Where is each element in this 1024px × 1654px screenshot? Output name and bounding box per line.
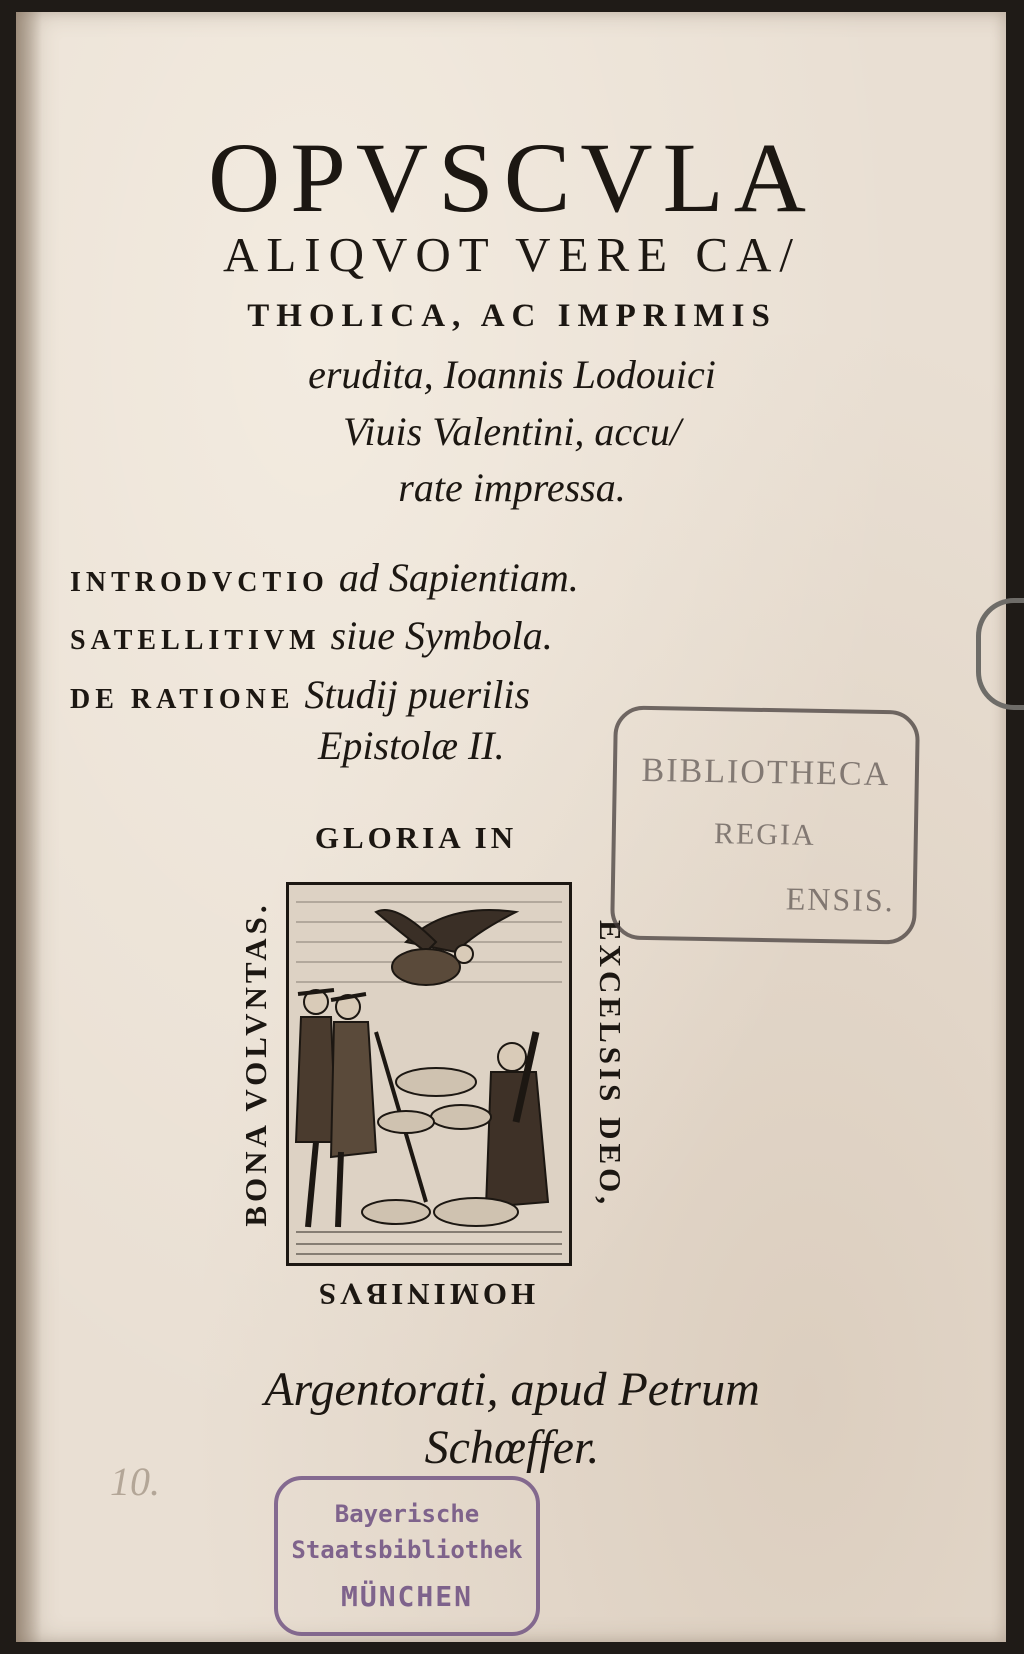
title-line-4: erudita, Ioannis Lodouici bbox=[308, 352, 716, 397]
imprint-line-1: Argentorati, apud Petrum bbox=[264, 1363, 760, 1416]
contents-caps: DE RATIONE bbox=[70, 684, 295, 715]
contents-text: Epistolæ II. bbox=[318, 723, 505, 768]
contents-caps: SATELLITIVM bbox=[70, 625, 321, 656]
motto-bottom: HOMINIBVS bbox=[314, 1277, 536, 1312]
library-stamp-munchen bbox=[274, 1476, 540, 1636]
title-line-2: ALIQVOT VERE CA/ bbox=[222, 227, 802, 282]
motto-left: BONA VOLVNTAS. bbox=[238, 901, 273, 1227]
stamp-text: Bayerische bbox=[334, 1500, 480, 1528]
imprint-line-2: Schœffer. bbox=[424, 1421, 600, 1474]
title-line-1: OPVSCVLA bbox=[208, 122, 816, 233]
contents-item bbox=[70, 672, 531, 717]
title-line-5: Viuis Valentini, accu/ bbox=[342, 409, 682, 454]
contents-text: ad Sapientiam. bbox=[328, 555, 579, 600]
stamp-text: REGIA bbox=[713, 817, 816, 852]
stamp-text: MÜNCHEN bbox=[340, 1580, 473, 1613]
stamp-text: Staatsbibliothek bbox=[291, 1536, 523, 1564]
library-stamp-regia bbox=[610, 705, 920, 944]
contents-item bbox=[70, 555, 579, 600]
title-line-3: THOLICA, AC IMPRIMIS bbox=[247, 298, 777, 334]
stamp-text: BIBLIOTHECA bbox=[641, 751, 891, 794]
contents-caps: INTRODVCTIO bbox=[70, 567, 329, 598]
stamp-text: ENSIS. bbox=[785, 880, 896, 919]
motto-right: EXCELSIS DEO, bbox=[593, 919, 628, 1209]
contents-text: siue Symbola. bbox=[320, 613, 553, 658]
folio-mark: 10. bbox=[110, 1459, 160, 1504]
contents-item bbox=[318, 723, 505, 768]
title-line-6: rate impressa. bbox=[398, 465, 626, 510]
contents-text: Studij puerilis bbox=[294, 672, 531, 717]
book-clasp bbox=[976, 598, 1024, 710]
motto-top: GLORIA IN bbox=[314, 820, 518, 855]
nativity-woodcut-image bbox=[286, 882, 572, 1266]
contents-item bbox=[70, 613, 553, 658]
